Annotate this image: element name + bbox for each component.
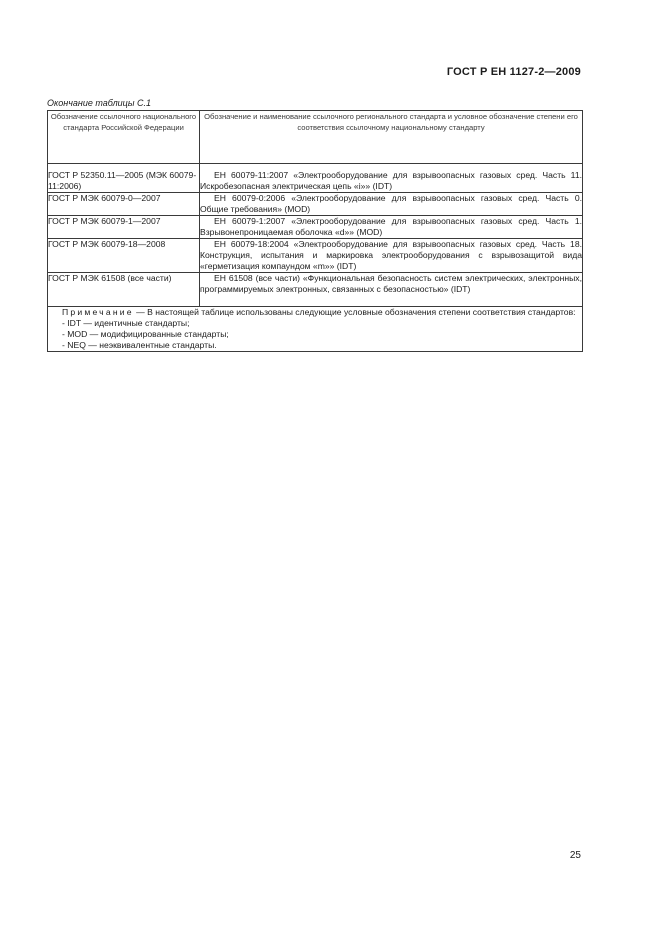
note-item: - MOD — модифицированные стандарты; (62, 329, 229, 339)
note-item: - NEQ — неэквивалентные стандарты. (62, 340, 217, 350)
regional-standard-cell: ЕН 60079-11:2007 «Электрооборудование для взрывоопасных газовых сред. Часть 11. Искробезопасная электрическая цепь «i»» (IDT) (200, 164, 583, 193)
table-row (48, 164, 583, 193)
page-number: 25 (569, 850, 581, 861)
national-standard-cell: ГОСТ Р МЭК 60079-0—2007 (48, 193, 200, 216)
note-text: — В настоящей таблице использованы следующие условные обозначения степени соответствия стандартов: (136, 307, 576, 317)
national-standard-cell: ГОСТ Р 52350.11—2005 (МЭК 60079-11:2006) (48, 164, 200, 193)
note-label: Примечание (62, 307, 134, 317)
table-header-row (48, 111, 583, 164)
regional-standard-cell: ЕН 61508 (все части) «Функциональная безопасность систем электрических, электронных, программируемых электронных, связанных с безопасностью» (IDT) (200, 273, 583, 307)
column-header-national: Обозначение ссылочного национального стандарта Российской Федерации (48, 111, 200, 164)
table-caption: Окончание таблицы С.1 (47, 98, 151, 108)
document-header: ГОСТ Р ЕН 1127-2—2009 (446, 66, 581, 78)
table-note (48, 307, 583, 352)
table-note-row (48, 307, 583, 352)
table-row (48, 216, 583, 239)
table-row (48, 193, 583, 216)
regional-standard-cell: ЕН 60079-0:2006 «Электрооборудование для взрывоопасных газовых сред. Часть 0. Общие требования» (MOD) (200, 193, 582, 214)
national-standard-cell: ГОСТ Р МЭК 60079-1—2007 (48, 216, 200, 239)
table-row (48, 239, 583, 273)
national-standard-cell: ГОСТ Р МЭК 61508 (все части) (48, 273, 200, 307)
national-standard-cell: ГОСТ Р МЭК 60079-18—2008 (48, 239, 200, 273)
reference-standards-table (47, 110, 583, 352)
column-header-regional: Обозначение и наименование ссылочного регионального стандарта и условное обозначение степени его соответствия ссылочному национальному стандарту (200, 111, 583, 164)
regional-standard-cell: ЕН 60079-1:2007 «Электрооборудование для взрывоопасных газовых сред. Часть 1. Взрывонепроницаемая оболочка «d»» (MOD) (200, 216, 582, 237)
regional-standard-cell: ЕН 60079-18:2004 «Электрооборудование для взрывоопасных газовых сред. Часть 18. Конструкция, испытания и маркировка электрооборудования с взрывозащитой вида «герметизация компаундом «m»» (IDT) (200, 239, 582, 271)
note-item: - IDT — идентичные стандарты; (62, 318, 190, 328)
table-row (48, 273, 583, 307)
